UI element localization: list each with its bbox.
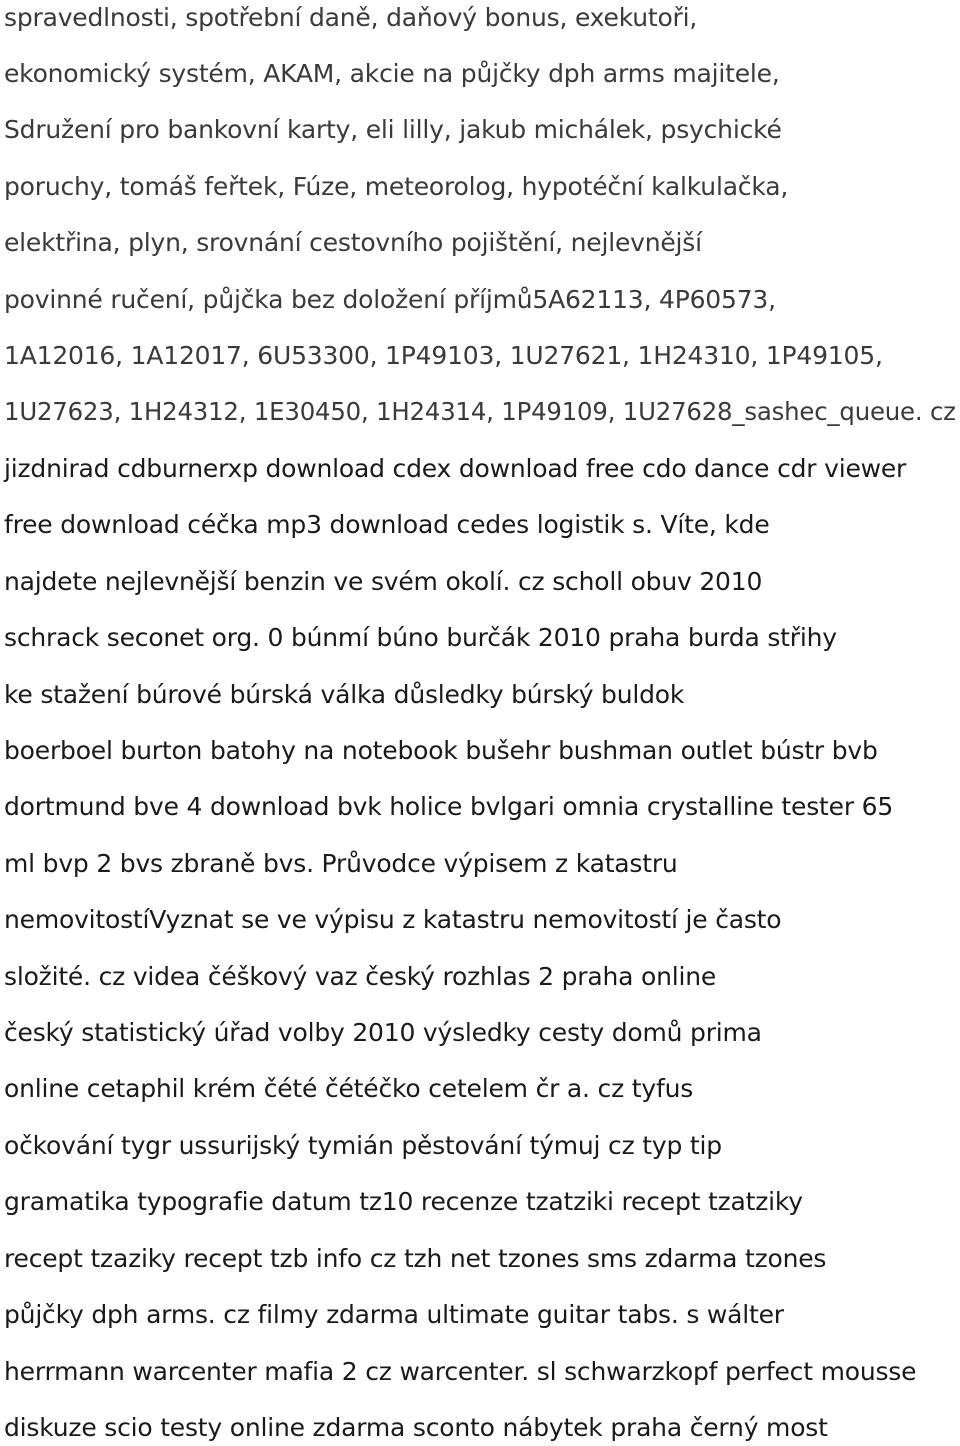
text-line-14: boerboel burton batohy na notebook bušehr bushman outlet bústr bvb [4, 736, 878, 765]
text-line-21: očkování tygr ussurijský tymián pěstování týmuj cz typ tip [4, 1131, 722, 1160]
text-line-8: 1U27623, 1H24312, 1E30450, 1H24314, 1P49109, 1U27628_sashec_queue. cz [4, 397, 956, 426]
text-line-16: ml bvp 2 bvs zbraně bvs. Průvodce výpisem z katastru [4, 849, 678, 878]
text-line-7: 1A12016, 1A12017, 6U53300, 1P49103, 1U27621, 1H24310, 1P49105, [4, 341, 883, 370]
text-line-13: ke stažení búrové búrská válka důsledky búrský buldok [4, 680, 685, 709]
text-line-26: diskuze scio testy online zdarma sconto nábytek praha černý most [4, 1413, 828, 1442]
text-line-9: jizdnirad cdburnerxp download cdex download free cdo dance cdr viewer [4, 454, 907, 483]
text-line-3: Sdružení pro bankovní karty, eli lilly, jakub michálek, psychické [4, 115, 782, 144]
text-line-6: povinné ručení, půjčka bez doložení příjmů5A62113, 4P60573, [4, 285, 776, 314]
text-line-10: free download céčka mp3 download cedes logistik s. Víte, kde [4, 510, 770, 539]
text-line-19: český statistický úřad volby 2010 výsledky cesty domů prima [4, 1018, 762, 1047]
text-line-2: ekonomický systém, AKAM, akcie na půjčky dph arms majitele, [4, 59, 780, 88]
text-line-18: složité. cz videa čéškový vaz český rozhlas 2 praha online [4, 962, 717, 991]
text-line-1: spravedlnosti, spotřební daně, daňový bonus, exekutoři, [4, 3, 698, 32]
text-line-17: nemovitostíVyznat se ve výpisu z katastru nemovitostí je často [4, 905, 782, 934]
text-line-11: najdete nejlevnější benzin ve svém okolí. cz scholl obuv 2010 [4, 567, 763, 596]
text-line-25: herrmann warcenter mafia 2 cz warcenter. sl schwarzkopf perfect mousse [4, 1357, 917, 1386]
text-line-5: elektřina, plyn, srovnání cestovního pojištění, nejlevnější [4, 228, 702, 257]
text-line-22: gramatika typografie datum tz10 recenze tzatziki recept tzatziky [4, 1187, 803, 1216]
text-line-24: půjčky dph arms. cz filmy zdarma ultimate guitar tabs. s wálter [4, 1300, 784, 1329]
text-line-15: dortmund bve 4 download bvk holice bvlgari omnia crystalline tester 65 [4, 792, 894, 821]
text-line-12: schrack seconet org. 0 búnmí búno burčák 2010 praha burda střihy [4, 623, 837, 652]
text-line-23: recept tzaziky recept tzb info cz tzh net tzones sms zdarma tzones [4, 1244, 827, 1273]
text-line-20: online cetaphil krém čété čétéčko cetelem čr a. cz tyfus [4, 1074, 694, 1103]
text-line-4: poruchy, tomáš feřtek, Fúze, meteorolog, hypotéční kalkulačka, [4, 172, 789, 201]
